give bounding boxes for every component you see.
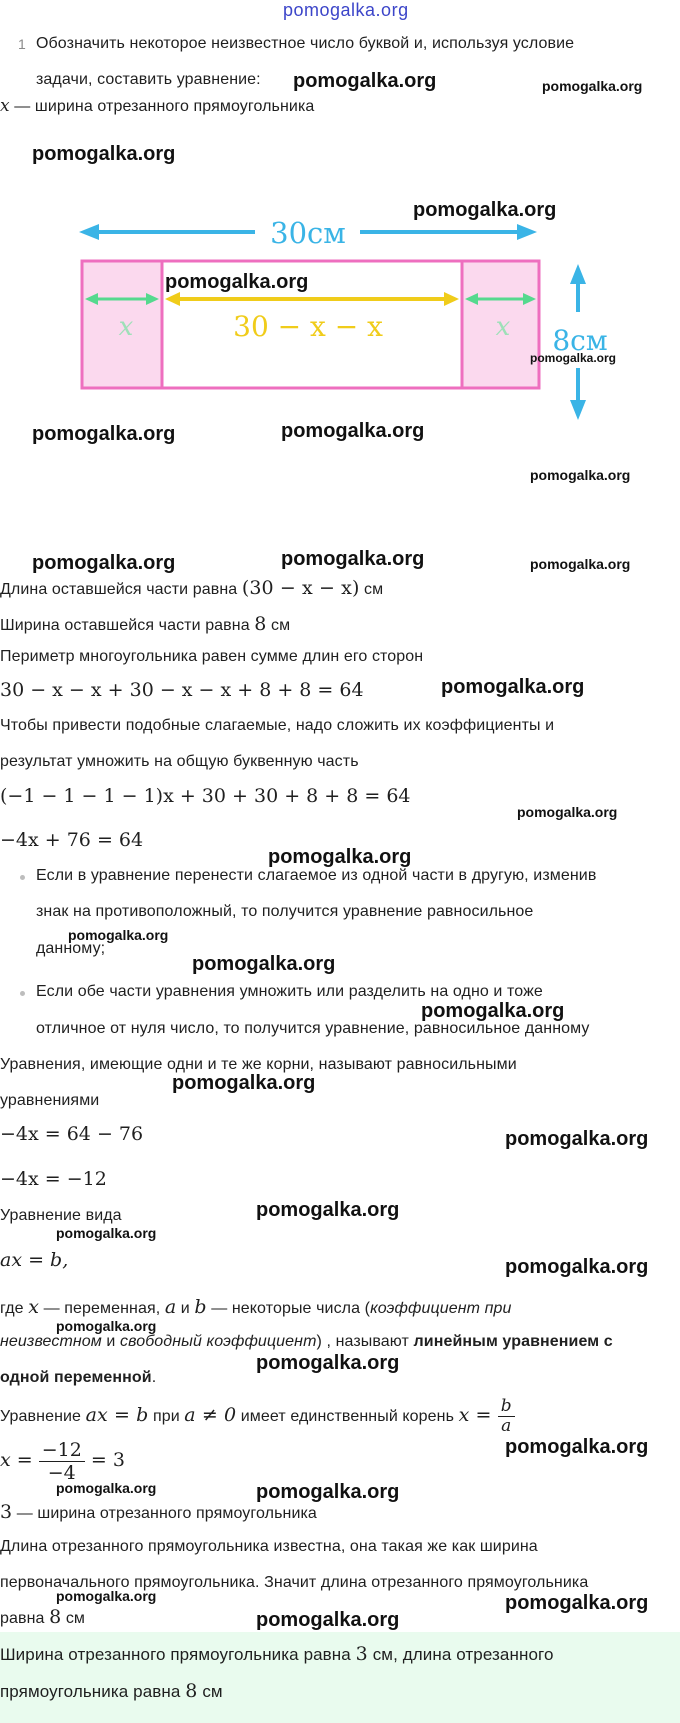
answer-2b: см [197,1682,223,1701]
para-remaining-width [0,612,290,636]
unique-num: b [498,1397,515,1417]
where-t3: и [176,1300,195,1317]
bullet-2-line1: Если обе части уравнения умножить или разделить на одно и тоже [36,983,543,1000]
unique-m2: a ≠ 0 [184,1404,237,1426]
answer-1b: см, длина отрезанного [367,1645,554,1664]
define-x-line [0,94,314,118]
watermark: pomogalka.org [505,1128,649,1150]
bullet-1-line1: Если в уравнение перенести слагаемое из одной части в другую, изменив [36,867,597,884]
eq7-rhs: = 3 [84,1449,125,1471]
watermark: pomogalka.org [293,70,437,92]
watermark: pomogalka.org [172,1072,316,1094]
watermark: pomogalka.org [56,1588,157,1604]
watermark: pomogalka.org [256,1199,400,1221]
watermark: pomogalka.org [505,1592,649,1614]
length-known-3b: см [61,1610,86,1627]
unique-m3: x = [458,1404,498,1426]
watermark: pomogalka.org [68,927,169,943]
three-text: — ширина отрезанного прямоугольника [12,1505,317,1522]
para-where-3 [0,1368,156,1388]
eq7-lhs: x = [0,1449,39,1471]
middle-head-a [165,292,180,306]
watermark: pomogalka.org [542,78,643,94]
eq7-den: −4 [47,1461,76,1484]
para-remaining-width-b: см [266,617,291,634]
para-remaining-length-a: Длина оставшейся части равна [0,581,242,598]
middle-label: 30 − x − x [233,310,383,343]
where-free: свободный коэффициент [120,1333,317,1350]
watermark: pomogalka.org [56,1318,157,1334]
answer-2m: 8 [185,1680,198,1702]
para-equivalent-2: уравнениями [0,1092,100,1109]
length-label: 30см [270,216,346,250]
three-m: 3 [0,1501,13,1523]
equation-5: −4x = −12 [0,1168,107,1190]
bullet-1-line3: данному; [36,940,106,957]
right-x-label: x [495,312,511,342]
para-like-terms-2: результат умножить на общую буквенную часть [0,753,359,770]
answer-2a: прямоугольника равна [0,1682,186,1701]
watermark: pomogalka.org [32,143,176,165]
para-kind: Уравнение вида [0,1207,122,1224]
para-remaining-length-b: см [359,581,384,598]
unique-m1: ax = b [85,1404,149,1426]
length-arrowhead-right [517,224,537,240]
equation-3: −4x + 76 = 64 [0,829,144,851]
bullet-1-line2: знак на противоположный, то получится уравнение равносильное [36,903,534,920]
unique-c: имеет единственный корень [236,1408,459,1425]
watermark: pomogalka.org [530,351,617,365]
var-x: x [0,96,10,116]
middle-head-b [444,292,459,306]
define-x-text: — ширина отрезанного прямоугольника [9,98,315,115]
watermark: pomogalka.org [192,953,336,975]
para-unique-root [0,1395,515,1439]
watermark: pomogalka.org [530,556,631,572]
site-header-link[interactable]: pomogalka.org [283,0,409,20]
eq7-fraction [39,1439,85,1484]
where-t1: где [0,1300,29,1317]
para-length-known-1: Длина отрезанного прямоугольника известна, она такая же как ширина [0,1538,538,1555]
watermark: pomogalka.org [505,1256,649,1278]
answer-1m: 3 [355,1643,368,1665]
watermark: pomogalka.org [32,552,176,574]
where-b: b [194,1296,207,1318]
watermark: pomogalka.org [421,1000,565,1022]
watermark: pomogalka.org [505,1436,649,1458]
height-head-bottom [570,400,586,420]
unique-den: a [501,1415,512,1436]
unique-b: при [148,1408,185,1425]
height-head-top [570,264,586,284]
step-number: 1 [18,36,26,52]
watermark: pomogalka.org [56,1225,157,1241]
para-where-1 [0,1295,511,1319]
where-t2: — переменная, [39,1300,165,1317]
para-length-known-3 [0,1605,85,1629]
left-x-label: x [118,312,134,342]
unique-a: Уравнение [0,1408,86,1425]
where-x: x [28,1296,40,1318]
where-strong2: одной переменной [0,1369,152,1386]
unique-fraction [498,1397,515,1437]
watermark: pomogalka.org [441,676,585,698]
where-t4: — некоторые числа ( [206,1300,371,1317]
equation-7 [0,1436,125,1484]
step-text-line1: Обозначить некоторое неизвестное число буквой и, используя условие [36,35,575,52]
answer-line1 [0,1642,554,1666]
watermark: pomogalka.org [256,1609,400,1631]
watermark: pomogalka.org [413,199,557,221]
para-length-known-2: первоначального прямоугольника. Значит длина отрезанного прямоугольника [0,1574,589,1591]
answer-1a: Ширина отрезанного прямоугольника равна [0,1645,356,1664]
equation-1: 30 − x − x + 30 − x − x + 8 + 8 = 64 [0,679,364,701]
watermark: pomogalka.org [268,846,412,868]
watermark: pomogalka.org [256,1352,400,1374]
para-remaining-width-a: Ширина оставшейся части равна [0,617,255,634]
watermark: pomogalka.org [281,420,425,442]
equation-2: (−1 − 1 − 1 − 1)x + 30 + 30 + 8 + 8 = 64 [0,785,411,807]
answer-line2 [0,1679,223,1703]
where-coef2: неизвестном [0,1333,102,1350]
height-label: 8см [552,324,608,357]
where-strong1: линейным уравнением с [413,1333,613,1350]
watermark: pomogalka.org [281,548,425,570]
where-a: a [164,1296,177,1318]
bullet-dot-1 [20,875,25,880]
para-remaining-width-math: 8 [254,613,267,635]
where-t6: ) , называют [316,1333,414,1350]
where-t5: и [101,1333,120,1350]
equation-6: ax = b, [0,1249,69,1271]
watermark: pomogalka.org [530,467,631,483]
rectangle-diagram [0,200,680,430]
watermark: pomogalka.org [256,1481,400,1503]
para-equivalent-1: Уравнения, имеющие одни и те же корни, называют равносильными [0,1056,517,1073]
eq7-num: −12 [39,1439,85,1462]
length-known-3a: равна [0,1610,50,1627]
where-t7: . [151,1369,157,1386]
where-coef1: коэффициент при [370,1300,512,1317]
length-arrowhead-left [79,224,99,240]
bullet-dot-2 [20,991,25,996]
watermark: pomogalka.org [56,1480,157,1496]
watermark: pomogalka.org [165,271,309,293]
watermark: pomogalka.org [32,423,176,445]
para-perimeter: Периметр многоугольника равен сумме длин его сторон [0,648,424,665]
para-remaining-length [0,576,383,600]
step-text-line2: задачи, составить уравнение: [36,71,261,88]
watermark: pomogalka.org [517,804,618,820]
para-remaining-length-math: (30 − x − x) [241,577,360,599]
length-known-3m: 8 [49,1606,62,1628]
equation-4: −4x = 64 − 76 [0,1123,144,1145]
para-like-terms-1: Чтобы привести подобные слагаемые, надо сложить их коэффициенты и [0,717,555,734]
bullet-2-line2: отличное от нуля число, то получится уравнение, равносильное данному [36,1020,590,1037]
para-where-2 [0,1332,613,1352]
